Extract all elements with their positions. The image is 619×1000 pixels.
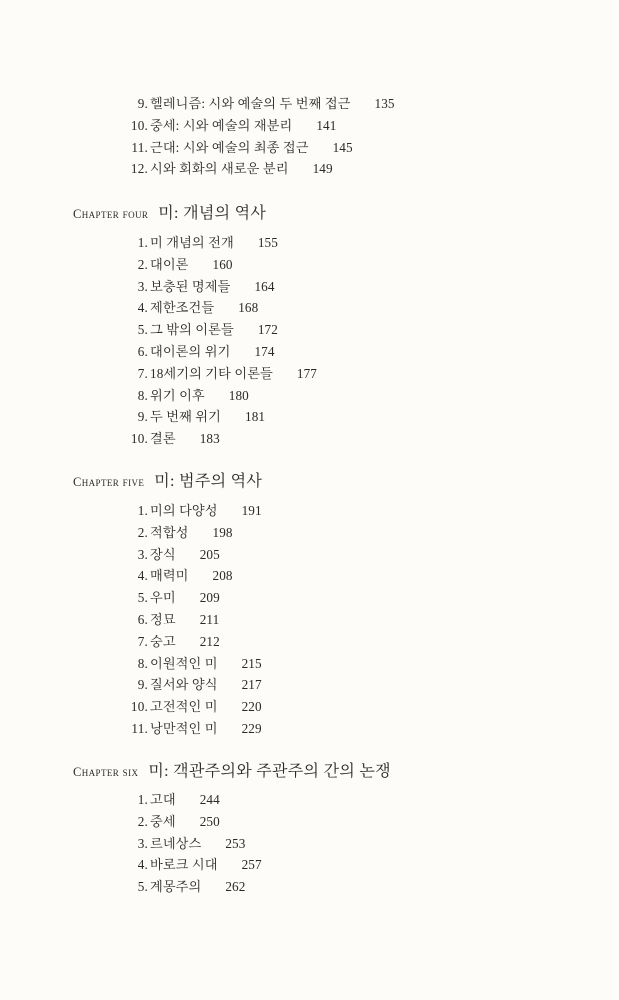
toc-entry <box>0 587 619 609</box>
entry-page: 217 <box>241 677 262 693</box>
entry-page: 220 <box>241 699 262 715</box>
toc-entry <box>0 522 619 544</box>
entry-number: 6. <box>137 611 148 627</box>
entry-number: 7. <box>137 365 148 381</box>
entry-number: 3. <box>137 835 148 851</box>
toc-entry <box>0 158 619 180</box>
entry-number: 1. <box>137 792 148 807</box>
entry-page: 229 <box>241 720 262 736</box>
entry-page: 191 <box>241 503 262 518</box>
entry-title: 헬레니즘: 시와 예술의 두 번째 접근 <box>150 96 351 111</box>
entry-number: 11. <box>131 720 148 736</box>
entry-number: 4. <box>137 857 148 873</box>
chapter-title: 미: 객관주의와 주관주의 간의 논쟁 <box>148 763 391 780</box>
entry-title: 정묘 <box>150 611 176 627</box>
entry-page: 262 <box>225 879 246 895</box>
toc-entry <box>0 341 619 363</box>
entry-title: 질서와 양식 <box>150 677 218 693</box>
entry-number: 9. <box>137 677 148 693</box>
toc-entry <box>0 674 619 696</box>
entry-number: 5. <box>137 322 148 338</box>
entry-title: 대이론 <box>150 256 189 272</box>
toc-entry <box>0 789 619 811</box>
chapter-label: Chapter five <box>73 475 145 489</box>
entry-number: 3. <box>137 278 148 294</box>
toc-entry <box>0 319 619 341</box>
entry-title: 고전적인 미 <box>150 699 218 715</box>
entry-title: 이원적인 미 <box>150 655 218 671</box>
entry-page: 177 <box>296 365 317 381</box>
entry-number: 1. <box>137 503 148 518</box>
entry-title: 고대 <box>150 792 176 807</box>
toc-section-chapter-four <box>0 232 619 450</box>
entry-number: 8. <box>137 655 148 671</box>
toc-entry <box>0 833 619 855</box>
toc-entry <box>0 297 619 319</box>
entry-page: 257 <box>241 857 262 873</box>
toc-section-chapter-five <box>0 500 619 740</box>
chapter-heading <box>73 470 262 494</box>
entry-page: 135 <box>374 96 395 111</box>
toc-entry <box>0 653 619 675</box>
chapter-label: Chapter six <box>73 765 139 779</box>
entry-title: 위기 이후 <box>150 387 205 403</box>
entry-number: 10. <box>130 431 148 447</box>
entry-number: 7. <box>137 633 148 649</box>
toc-section-chapter-six <box>0 789 619 898</box>
entry-title: 미 개념의 전개 <box>150 235 234 250</box>
entry-page: 155 <box>257 235 278 250</box>
entry-page: 183 <box>199 431 220 447</box>
entry-number: 9. <box>137 96 148 111</box>
toc-entry <box>0 137 619 159</box>
entry-title: 시와 회화의 새로운 분리 <box>150 161 289 177</box>
entry-number: 2. <box>137 524 148 540</box>
entry-title: 장식 <box>150 546 176 562</box>
entry-page: 205 <box>199 546 220 562</box>
chapter-heading <box>73 202 266 226</box>
entry-page: 160 <box>212 256 233 272</box>
toc-entry <box>0 811 619 833</box>
entry-page: 180 <box>228 387 249 403</box>
entry-number: 5. <box>137 879 148 895</box>
entry-number: 6. <box>137 343 148 359</box>
entry-number: 12. <box>130 161 148 177</box>
entry-title: 적합성 <box>150 524 189 540</box>
entry-page: 215 <box>241 655 262 671</box>
entry-number: 10. <box>130 117 148 133</box>
entry-title: 두 번째 위기 <box>150 409 221 425</box>
toc-entry <box>0 544 619 566</box>
entry-page: 164 <box>254 278 275 294</box>
toc-entry <box>0 718 619 740</box>
entry-number: 2. <box>137 813 148 829</box>
toc-entry <box>0 631 619 653</box>
toc-entry <box>0 696 619 718</box>
chapter-label: Chapter four <box>73 207 149 221</box>
entry-title: 그 밖의 이론들 <box>150 322 234 338</box>
toc-entry <box>0 876 619 898</box>
toc-entry <box>0 254 619 276</box>
entry-page: 198 <box>212 524 233 540</box>
entry-number: 4. <box>137 300 148 316</box>
entry-title: 미의 다양성 <box>150 503 218 518</box>
entry-title: 중세: 시와 예술의 재분리 <box>150 117 293 133</box>
toc-entry <box>0 406 619 428</box>
entry-title: 중세 <box>150 813 176 829</box>
entry-title: 근대: 시와 예술의 최종 접근 <box>150 139 309 155</box>
entry-title: 바로크 시대 <box>150 857 218 873</box>
entry-page: 149 <box>312 161 333 177</box>
entry-number: 9. <box>137 409 148 425</box>
entry-title: 우미 <box>150 590 176 606</box>
entry-page: 145 <box>332 139 353 155</box>
toc-entry <box>0 385 619 407</box>
entry-page: 250 <box>199 813 220 829</box>
entry-page: 208 <box>212 568 233 584</box>
toc-entry <box>0 276 619 298</box>
entry-page: 253 <box>225 835 246 851</box>
chapter-title: 미: 범주의 역사 <box>154 473 263 490</box>
toc-entry <box>0 500 619 522</box>
toc-entry <box>0 93 619 115</box>
entry-number: 4. <box>137 568 148 584</box>
entry-number: 11. <box>131 139 148 155</box>
entry-page: 172 <box>257 322 278 338</box>
entry-title: 낭만적인 미 <box>150 720 218 736</box>
toc-entry <box>0 363 619 385</box>
entry-title: 계몽주의 <box>150 879 202 895</box>
entry-title: 대이론의 위기 <box>150 343 231 359</box>
toc-entry <box>0 854 619 876</box>
toc-section-continued <box>0 93 619 180</box>
chapter-heading <box>73 760 391 784</box>
toc-entry <box>0 232 619 254</box>
toc-entry <box>0 428 619 450</box>
entry-title: 결론 <box>150 431 176 447</box>
entry-page: 212 <box>199 633 220 649</box>
toc-entry <box>0 115 619 137</box>
entry-number: 5. <box>137 590 148 606</box>
entry-number: 3. <box>137 546 148 562</box>
entry-title: 매력미 <box>150 568 189 584</box>
entry-title: 18세기의 기타 이론들 <box>150 365 273 381</box>
entry-page: 181 <box>245 409 266 425</box>
entry-page: 174 <box>254 343 275 359</box>
entry-page: 244 <box>199 792 220 807</box>
entry-number: 10. <box>130 699 148 715</box>
entry-title: 르네상스 <box>150 835 202 851</box>
entry-number: 1. <box>137 235 148 250</box>
entry-title: 제한조건들 <box>150 300 215 316</box>
entry-page: 211 <box>199 611 220 627</box>
entry-page: 209 <box>199 590 220 606</box>
entry-number: 8. <box>137 387 148 403</box>
entry-page: 168 <box>238 300 259 316</box>
entry-page: 141 <box>316 117 337 133</box>
toc-entry <box>0 609 619 631</box>
toc-entry <box>0 565 619 587</box>
entry-title: 보충된 명제들 <box>150 278 231 294</box>
entry-number: 2. <box>137 256 148 272</box>
entry-title: 숭고 <box>150 633 176 649</box>
chapter-title: 미: 개념의 역사 <box>158 205 267 222</box>
